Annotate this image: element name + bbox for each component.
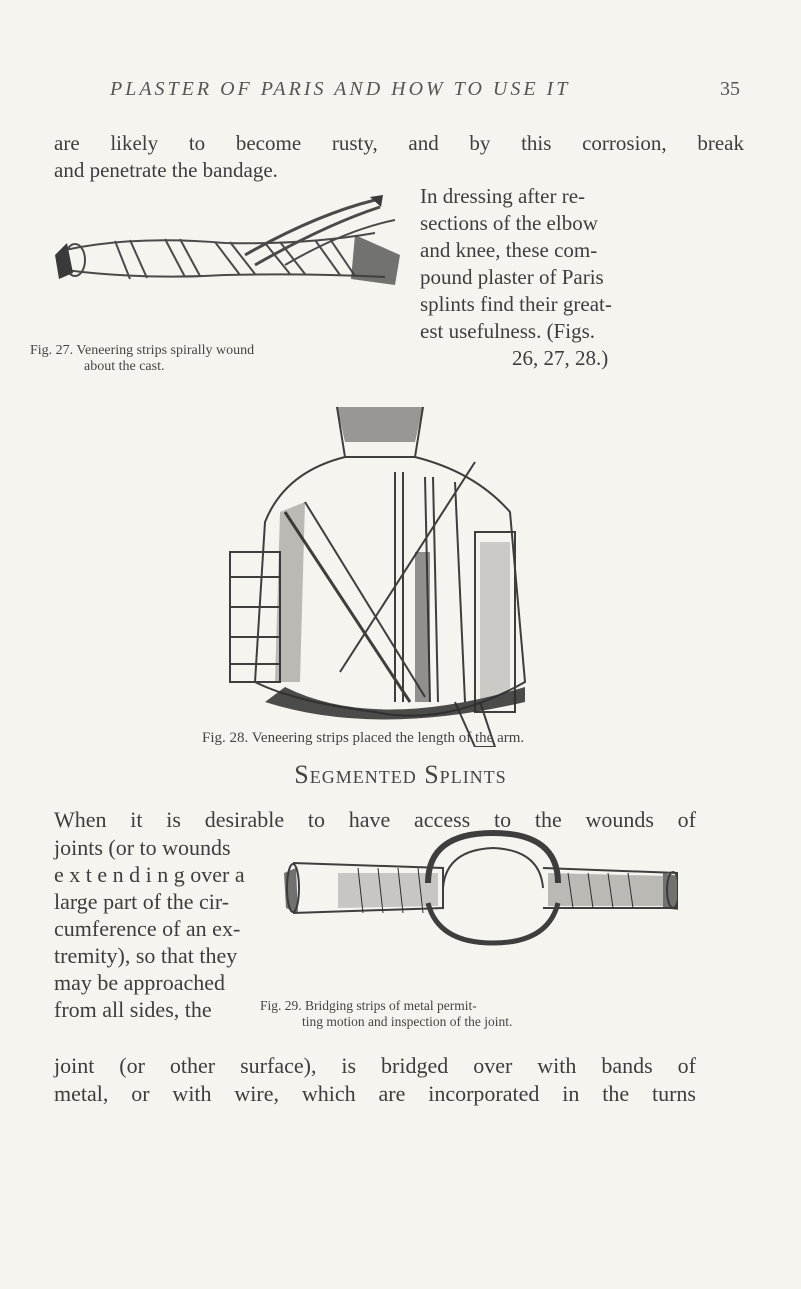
fig29-caption: Fig. 29. Bridging strips of metal permit- — [260, 998, 477, 1013]
fig29-caption: ting motion and inspection of the joint. — [302, 1014, 513, 1029]
paragraph-line: cumference of an ex- — [54, 916, 241, 941]
fig29-illustration — [278, 828, 678, 948]
paragraph-line: are likely to become rusty, and by this corrosion, break — [54, 131, 744, 155]
paragraph-line: from all sides, the — [54, 997, 212, 1022]
fig27-illustration — [55, 195, 405, 290]
paragraph-line: tremity), so that they — [54, 943, 238, 968]
paragraph-line: and penetrate the bandage. — [54, 158, 278, 182]
paragraph-line: joint (or other surface), is bridged over with bands of — [54, 1053, 696, 1078]
paragraph-line: sections of the elbow — [420, 211, 598, 235]
paragraph-line: When it is desirable to have access to the wounds of — [54, 807, 696, 832]
paragraph-line: est usefulness. (Figs. — [420, 319, 595, 343]
paragraph-line: joints (or to wounds — [54, 835, 231, 860]
paragraph-line: e x t e n d i n g over a — [54, 862, 245, 887]
paragraph-line: metal, or with wire, which are incorporated in the turns — [54, 1081, 696, 1106]
fig28-caption: Fig. 28. Veneering strips placed the length of the arm. — [202, 730, 525, 746]
fig27-caption: about the cast. — [84, 359, 165, 374]
paragraph-line: pound plaster of Paris — [420, 265, 604, 289]
page-number: 35 — [720, 78, 740, 100]
running-header: PLASTER OF PARIS AND HOW TO USE IT — [110, 78, 571, 100]
fig28-illustration — [225, 402, 575, 747]
paragraph-line: large part of the cir- — [54, 889, 230, 914]
section-heading: Segmented Splints — [294, 760, 507, 789]
paragraph-line: In dressing after re- — [420, 184, 586, 208]
paragraph-line: 26, 27, 28.) — [512, 346, 609, 370]
fig27-caption: Fig. 27. Veneering strips spirally wound — [30, 343, 255, 358]
paragraph-line: splints find their great- — [420, 292, 612, 316]
paragraph-line: may be approached — [54, 970, 226, 995]
paragraph-line: and knee, these com- — [420, 238, 598, 262]
